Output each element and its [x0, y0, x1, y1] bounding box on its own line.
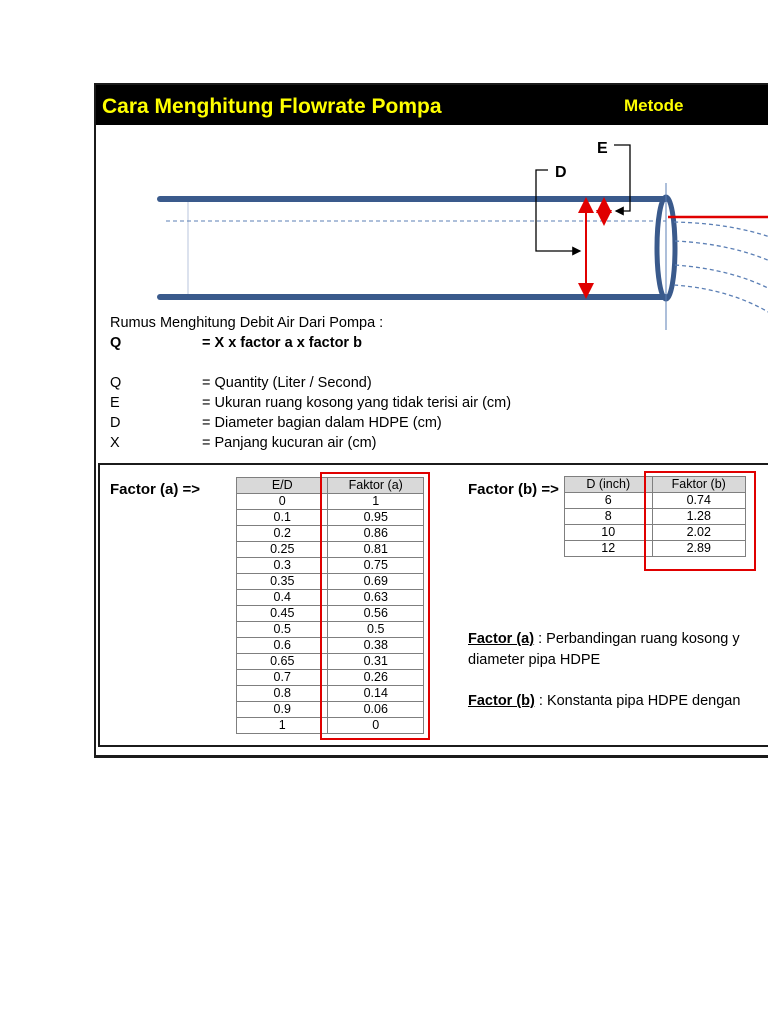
table-cell-key: 0.1 — [237, 510, 328, 526]
table-row — [237, 654, 424, 670]
column-header: Faktor (a) — [328, 478, 424, 494]
definition-text: = Diameter bagian dalam HDPE (cm) — [202, 415, 442, 431]
table-cell-key: 0.65 — [237, 654, 328, 670]
d-label: D — [555, 164, 567, 181]
table-cell-key: 0.4 — [237, 590, 328, 606]
table-cell-key: 0.9 — [237, 702, 328, 718]
formula-main — [110, 333, 383, 353]
definition-symbol: E — [110, 395, 120, 411]
factor-b-table — [564, 476, 746, 557]
page-title: Cara Menghitung Flowrate Pompa — [102, 95, 442, 118]
table-cell-key: 8 — [565, 509, 653, 525]
table-cell-value: 1 — [328, 494, 424, 510]
definition-symbol: D — [110, 415, 121, 431]
method-label: Metode — [624, 96, 684, 115]
factor-a-label: Factor (a) => — [110, 481, 201, 498]
table-cell-key: 0 — [237, 494, 328, 510]
table-row — [237, 590, 424, 606]
pipe-diagram — [96, 125, 768, 335]
table-cell-value: 0.86 — [328, 526, 424, 542]
table-row — [237, 638, 424, 654]
table-row — [237, 526, 424, 542]
definition-row — [110, 413, 442, 433]
column-header: Faktor (b) — [652, 477, 746, 493]
table-row — [565, 541, 746, 557]
formula-block — [110, 313, 512, 453]
note-a-key: Factor (a) — [468, 631, 535, 647]
table-cell-key: 0.5 — [237, 622, 328, 638]
note-a-text: : Perbandingan ruang kosong y — [534, 631, 740, 647]
formula-intro: Rumus Menghitung Debit Air Dari Pompa : — [110, 315, 384, 331]
note-b-key: Factor (b) — [468, 693, 535, 709]
factor-b-label: Factor (b) => — [468, 481, 559, 498]
water-stream-4 — [674, 285, 768, 313]
formula-main-symbol: Q — [110, 335, 122, 351]
table-cell-value: 2.89 — [652, 541, 746, 557]
table-row — [237, 702, 424, 718]
table-cell-key: 0.8 — [237, 686, 328, 702]
table-row — [237, 606, 424, 622]
table-cell-key: 0.3 — [237, 558, 328, 574]
table-row — [237, 670, 424, 686]
table-cell-value: 0.38 — [328, 638, 424, 654]
column-header: D (inch) — [565, 477, 653, 493]
table-header-row — [237, 478, 424, 494]
table-row — [565, 493, 746, 509]
factor-a-table — [236, 477, 424, 734]
table-cell-value: 0.26 — [328, 670, 424, 686]
table-cell-value: 0.74 — [652, 493, 746, 509]
note-a-text-line2: diameter pipa HDPE — [468, 652, 601, 668]
table-cell-key: 12 — [565, 541, 653, 557]
table-row — [565, 525, 746, 541]
water-stream-2 — [675, 241, 768, 261]
table-cell-key: 10 — [565, 525, 653, 541]
table-header-row — [565, 477, 746, 493]
table-cell-key: 1 — [237, 718, 328, 734]
note-factor-a — [468, 629, 740, 671]
table-cell-key: 0.35 — [237, 574, 328, 590]
formula-spacer — [110, 353, 383, 373]
table-row — [237, 542, 424, 558]
table-cell-value: 0.14 — [328, 686, 424, 702]
table-row — [237, 686, 424, 702]
table-cell-value: 0.69 — [328, 574, 424, 590]
definition-row — [110, 373, 383, 393]
formula-main-expression: = X x factor a x factor b — [202, 335, 362, 351]
definition-symbol: Q — [110, 375, 122, 391]
water-stream-3 — [675, 265, 768, 289]
table-row — [237, 574, 424, 590]
table-cell-value: 0.81 — [328, 542, 424, 558]
table-row — [237, 718, 424, 734]
definition-text: = Quantity (Liter / Second) — [202, 375, 372, 391]
table-cell-key: 0.25 — [237, 542, 328, 558]
title-bar — [96, 85, 768, 125]
table-cell-key: 0.45 — [237, 606, 328, 622]
e-label: E — [597, 140, 608, 157]
table-row — [237, 558, 424, 574]
table-cell-key: 6 — [565, 493, 653, 509]
table-cell-value: 0.5 — [328, 622, 424, 638]
table-cell-value: 0.95 — [328, 510, 424, 526]
definition-text: = Panjang kucuran air (cm) — [202, 435, 377, 451]
table-cell-value: 2.02 — [652, 525, 746, 541]
table-cell-value: 0.06 — [328, 702, 424, 718]
definition-symbol: X — [110, 435, 120, 451]
table-cell-key: 0.7 — [237, 670, 328, 686]
definition-row — [110, 433, 383, 453]
slide — [94, 83, 768, 758]
table-row — [237, 510, 424, 526]
note-b-text: : Konstanta pipa HDPE dengan — [534, 693, 741, 709]
table-cell-key: 0.6 — [237, 638, 328, 654]
table-row — [237, 622, 424, 638]
table-cell-value: 0.63 — [328, 590, 424, 606]
definition-row — [110, 393, 512, 413]
definition-text: = Ukuran ruang kosong yang tidak terisi air (cm) — [202, 395, 512, 411]
table-row — [237, 494, 424, 510]
note-factor-b — [468, 691, 740, 712]
column-header: E/D — [237, 478, 328, 494]
table-row — [565, 509, 746, 525]
table-cell-value: 0.31 — [328, 654, 424, 670]
table-cell-value: 1.28 — [652, 509, 746, 525]
d-bracket — [536, 170, 580, 251]
table-cell-value: 0 — [328, 718, 424, 734]
table-cell-key: 0.2 — [237, 526, 328, 542]
factor-section — [98, 463, 768, 747]
table-cell-value: 0.56 — [328, 606, 424, 622]
table-cell-value: 0.75 — [328, 558, 424, 574]
water-stream-1 — [674, 222, 768, 237]
